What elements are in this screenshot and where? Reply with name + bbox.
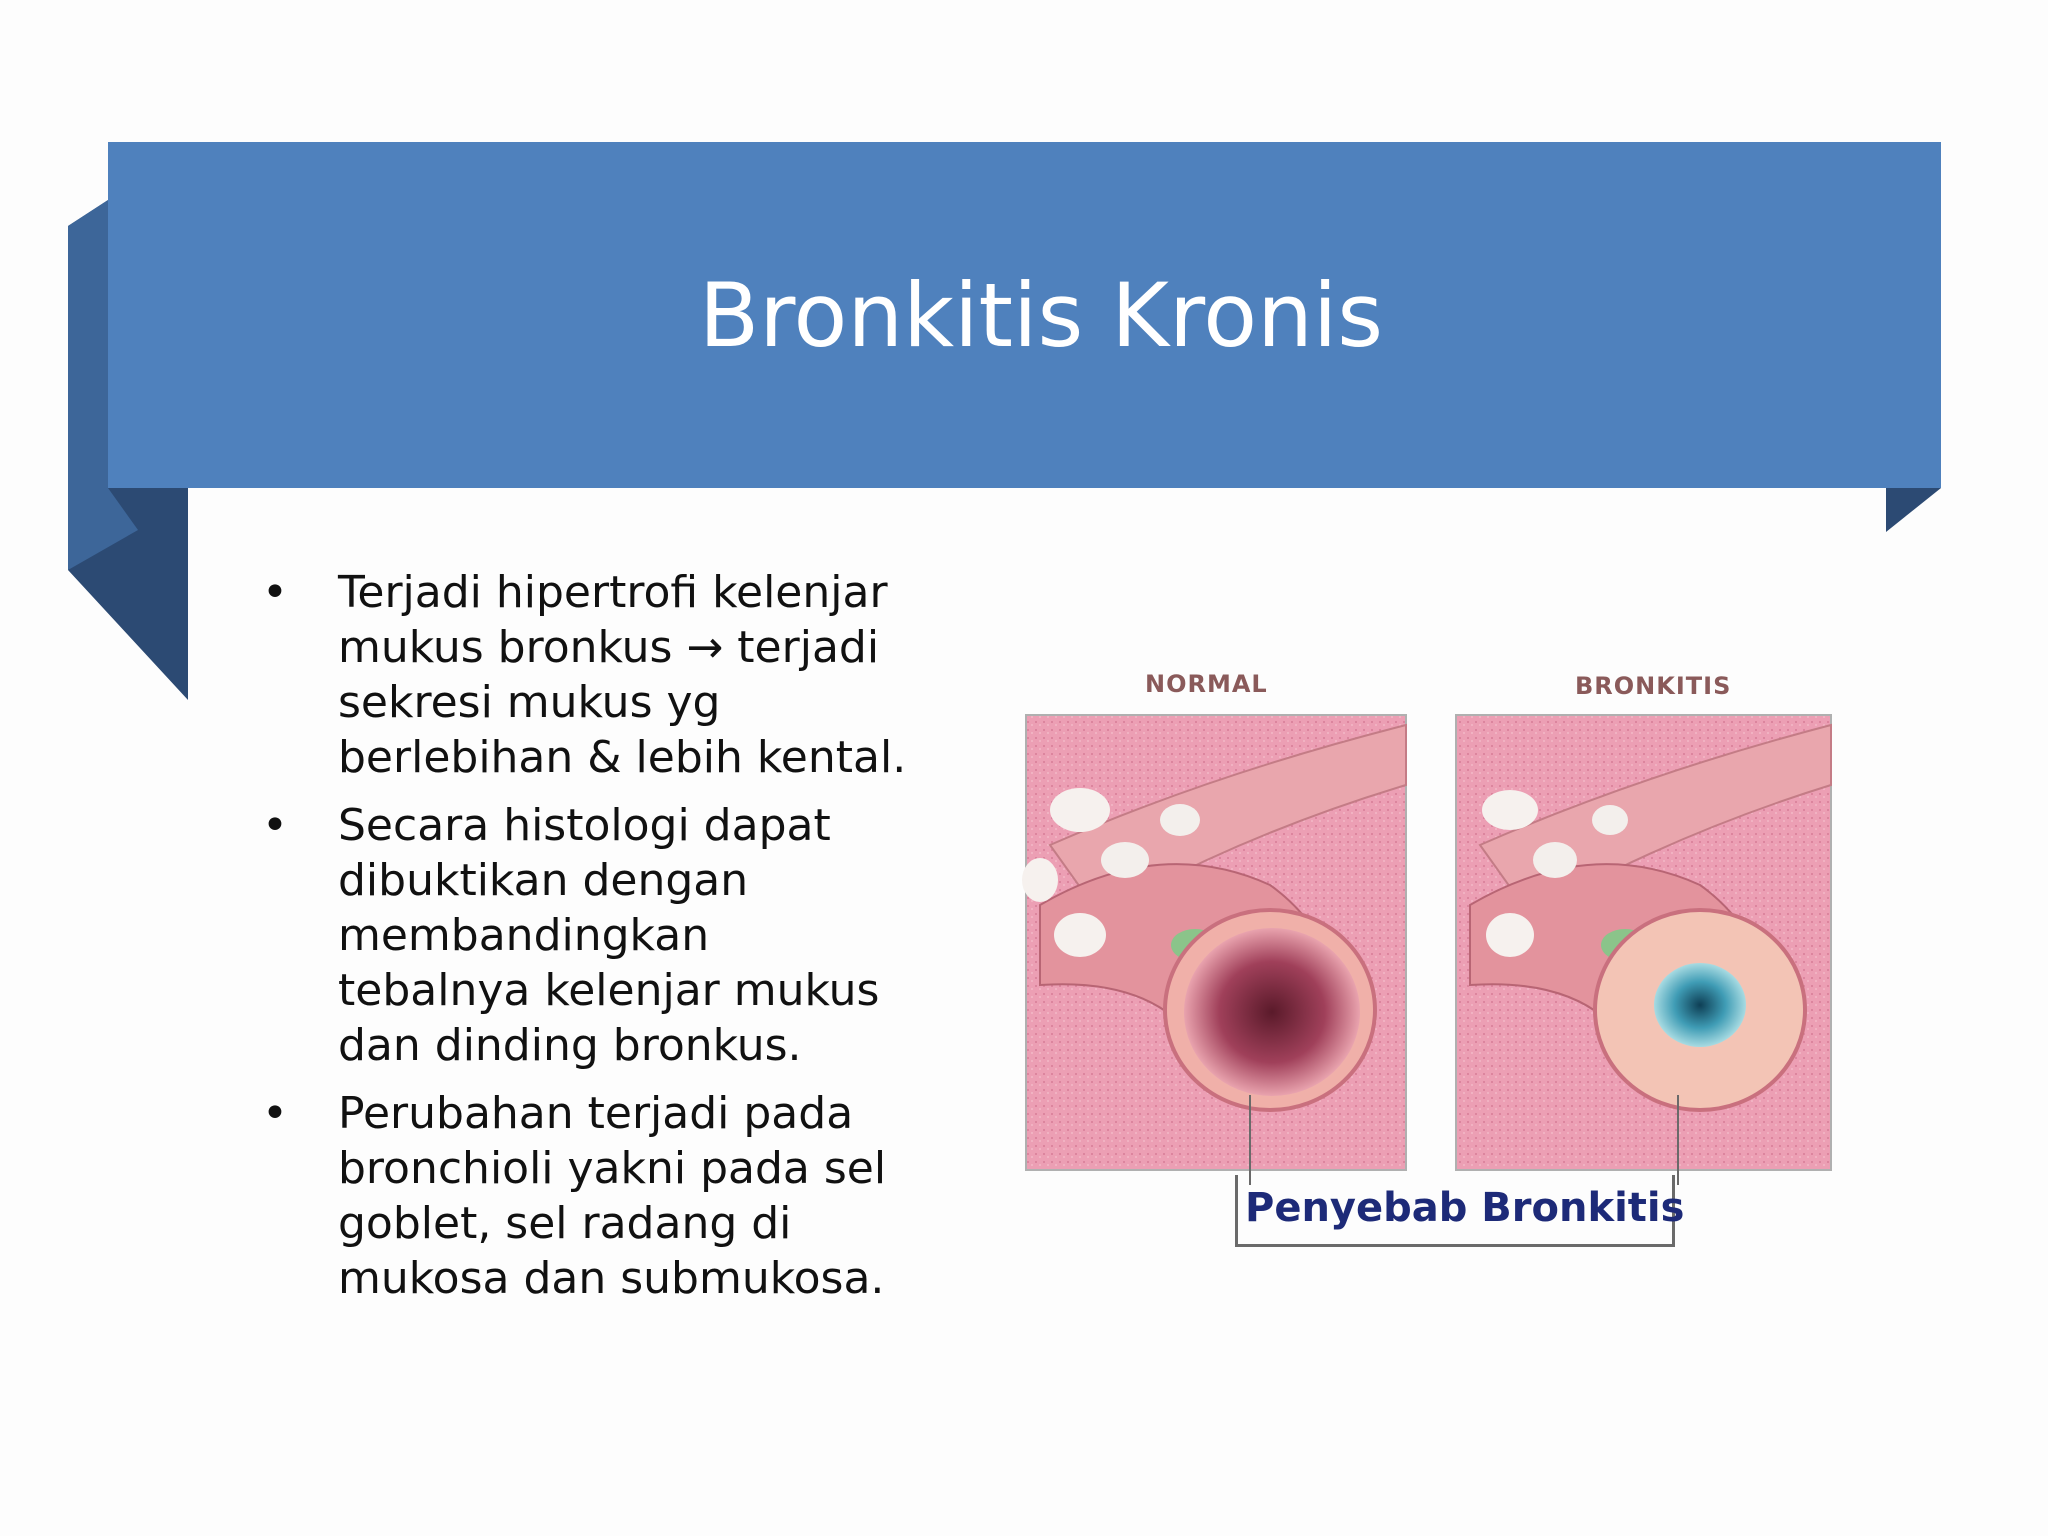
bullet-dot: • — [262, 567, 288, 618]
bronchus-drawing — [1010, 655, 1840, 1185]
slide-title: Bronkitis Kronis — [698, 263, 1384, 367]
bullet-text: Terjadi hipertrofi kelenjar mukus bronkus → terjadi sekresi mukus yg berlebihan & lebih kental. — [338, 567, 907, 783]
bullet-dot: • — [262, 800, 288, 851]
bullet-item — [250, 798, 910, 1073]
bullet-text: Perubahan terjadi pada bronchioli yakni pada sel goblet, sel radang di mukosa dan submukosa. — [338, 1088, 887, 1304]
panel-normal — [1022, 715, 1406, 1185]
label-normal: NORMAL — [1145, 670, 1268, 698]
panel-bronkitis — [1456, 715, 1831, 1185]
bullet-list — [250, 565, 910, 1319]
label-bronkitis: BRONKITIS — [1575, 672, 1732, 700]
bullet-dot: • — [262, 1088, 288, 1139]
ribbon-right-fold — [1886, 488, 1941, 532]
bullet-text: Secara histologi dapat dibuktikan dengan membandingkan tebalnya kelenjar mukus dan dinding bronkus. — [338, 800, 880, 1071]
bronchus-illustration — [1010, 655, 1840, 1255]
bullet-item — [250, 565, 910, 785]
figure-caption: Penyebab Bronkitis — [1245, 1185, 1685, 1231]
bullet-item — [250, 1086, 910, 1306]
